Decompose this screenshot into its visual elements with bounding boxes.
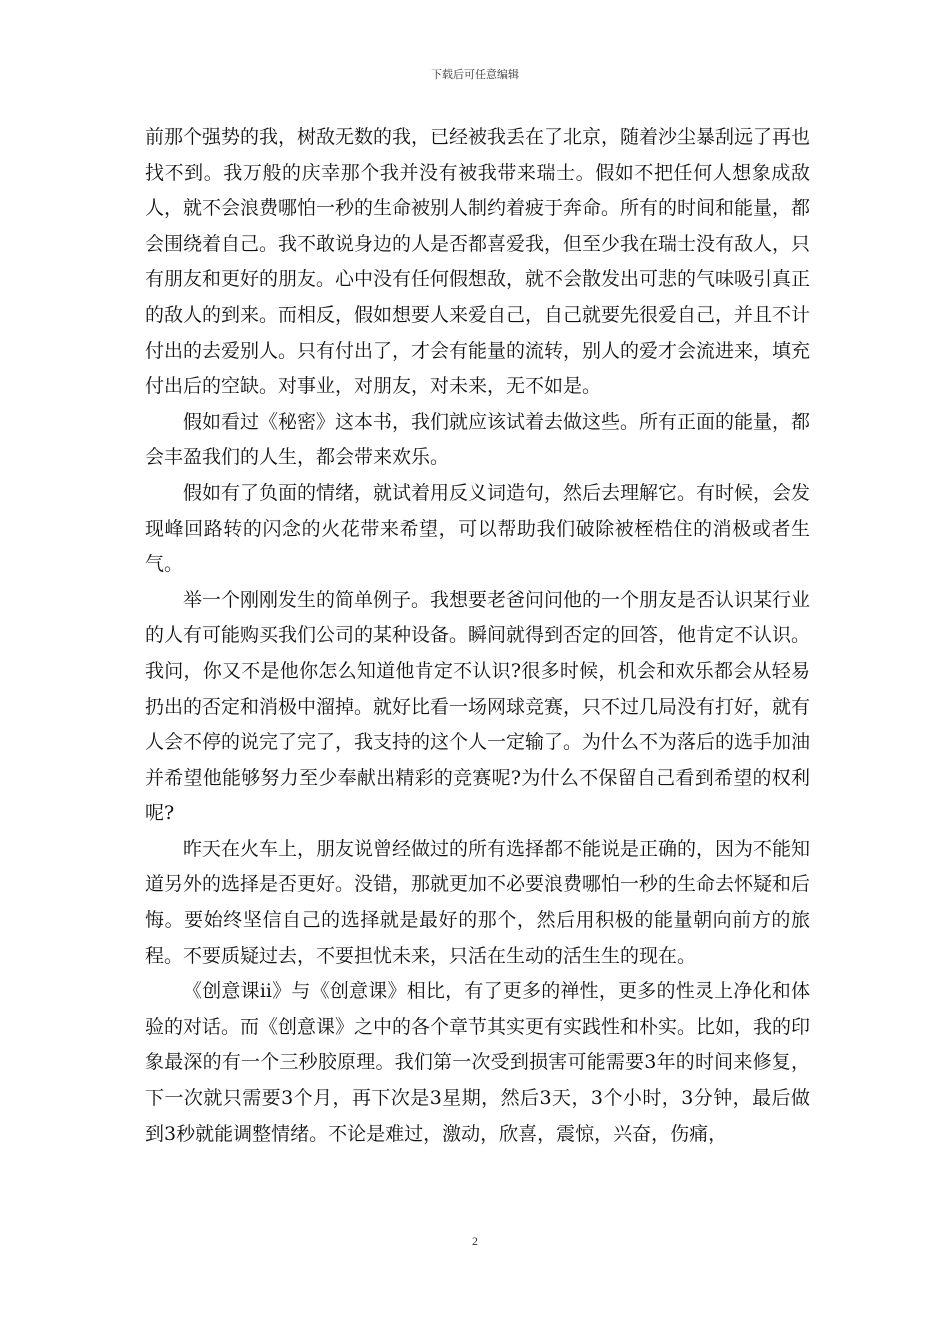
paragraph-4: 举一个刚刚发生的简单例子。我想要老爸问问他的一个朋友是否认识某行业的人有可能购买我们公司的某种设备。瞬间就得到否定的回答，他肯定不认识。我问，你又不是他你怎么知道他肯定不认识?很多时候，机会和欢乐都会从轻易扔出的否定和消极中溜掉。就好比看一场网球竞赛，只不过几局没有打好，就有人会不停的说完了完了，我支持的这个人一定输了。为什么不为落后的选手加油并希望他能够努力至少奉献出精彩的竞赛呢?为什么不保留自己看到希望的权利呢? xyxy=(145,588,811,825)
paragraph-6: 《创意课ii》与《创意课》相比，有了更多的禅性，更多的性灵上净化和体验的对话。而《创意课》之中的各个章节其实更有实践性和朴实。比如，我的印象最深的有一个三秒胶原理。我们第一次受到损害可能需要3年的时间来修复，下一次就只需要3个月，再下次是3星期，然后3天，3个小时，3分钟，最后做到3秒就能调整情绪。不论是难过，激动，欣喜，震惊，兴奋，伤痛， xyxy=(145,980,811,1145)
paragraph-1: 前那个强势的我，树敌无数的我，已经被我丢在了北京，随着沙尘暴刮远了再也找不到。我万般的庆幸那个我并没有被我带来瑞士。假如不把任何人想象成敌人，就不会浪费哪怕一秒的生命被别人制约着疲于奔命。所有的时间和能量，都会围绕着自己。我不敢说身边的人是否都喜爱我，但至少我在瑞士没有敌人，只有朋友和更好的朋友。心中没有任何假想敌，就不会散发出可悲的气味吸引真正的敌人的到来。而相反，假如想要人来爱自己，自己就要先很爱自己，并且不计付出的去爱别人。只有付出了，才会有能量的流转，别人的爱才会流进来，填充付出后的空缺。对事业，对朋友，对未来，无不如是。 xyxy=(145,126,811,398)
page-number: 2 xyxy=(472,1234,478,1248)
paragraph-5: 昨天在火车上，朋友说曾经做过的所有选择都不能说是正确的，因为不能知道另外的选择是否更好。没错，那就更加不必要浪费哪怕一秒的生命去怀疑和后悔。要始终坚信自己的选择就是最好的那个，然后用积极的能量朝向前方的旅程。不要质疑过去，不要担忧未来，只活在生动的活生生的现在。 xyxy=(145,837,811,967)
paragraph-3: 假如有了负面的情绪，就试着用反义词造句，然后去理解它。有时候，会发现峰回路转的闪念的火花带来希望，可以帮助我们破除被桎梏住的消极或者生气。 xyxy=(145,481,811,576)
page-header: 下载后可任意编辑 xyxy=(431,68,519,81)
paragraph-2: 假如看过《秘密》这本书，我们就应该试着去做这些。所有正面的能量，都会丰盈我们的人生，都会带来欢乐。 xyxy=(145,410,811,469)
document-body xyxy=(145,120,810,1152)
